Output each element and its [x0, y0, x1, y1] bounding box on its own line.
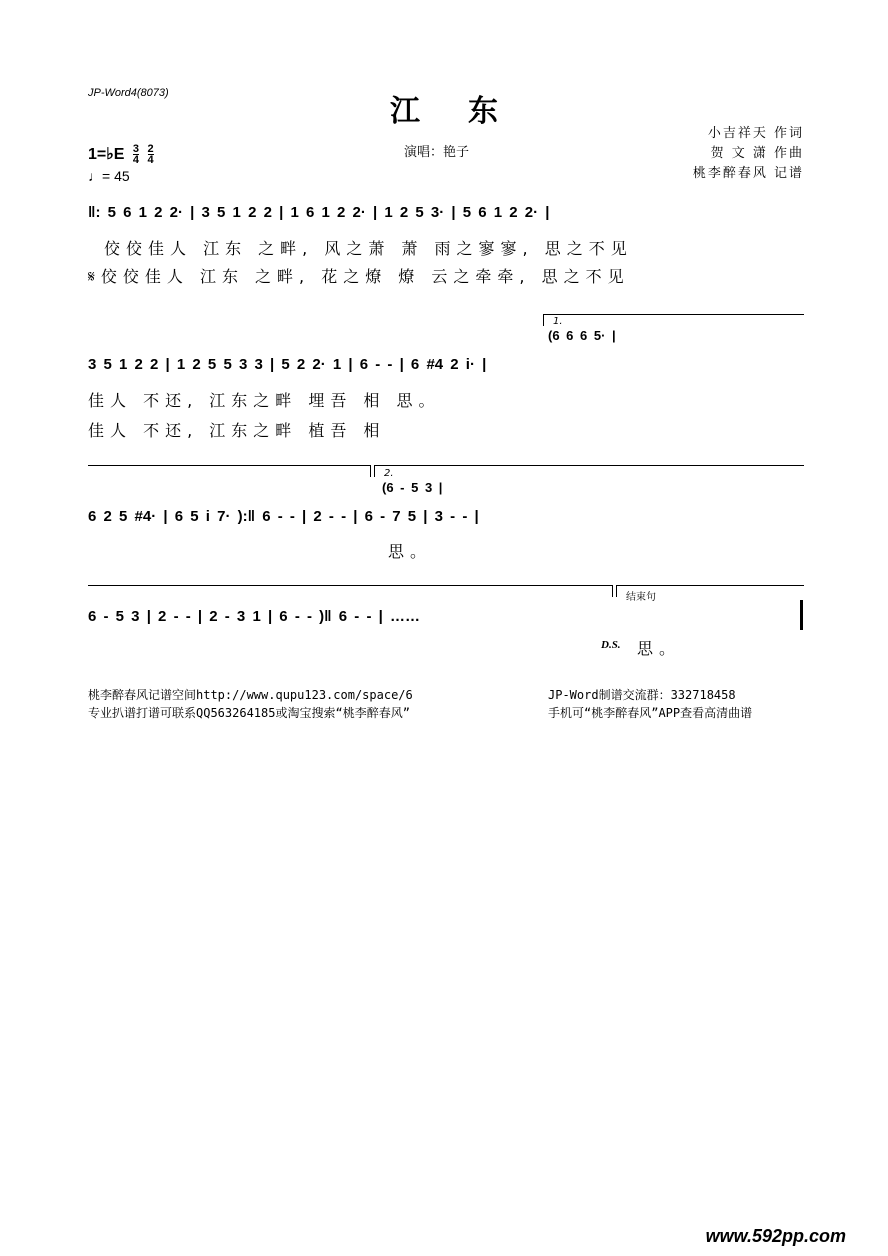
time-signature-2: $\frac{2}{4}$	[147, 143, 154, 167]
score-line-3: 6 2 5 #4· | 6 5 i 7· ):‖ 6 - - | 2 - - | 6 - 7 5 | 3 - - |	[88, 508, 479, 525]
coda-bracket-left-end	[612, 585, 613, 597]
coda-bracket-edge	[616, 585, 617, 597]
singer-credit: 演唱：艳子	[404, 145, 470, 160]
source-label: JP-Word4(8073)	[88, 87, 169, 99]
lyric-line-2-verse-1: 佳人 不还, 江东之畔 埋吾 相 思。	[88, 391, 441, 410]
dal-segno-mark: D.S.	[601, 639, 621, 651]
coda-bracket	[616, 585, 804, 586]
composer-credit: 贺 文 潇 作曲	[710, 146, 804, 161]
watermark-url: www.592pp.com	[705, 1226, 846, 1246]
final-barline	[800, 600, 803, 630]
key-signature	[88, 144, 154, 165]
volta-1-notes: (6 6 6 5· |	[548, 328, 616, 343]
volta-2-bracket	[374, 465, 804, 466]
lyric-line-1-verse-1: 佼佼佳人 江东 之畔, 风之萧 萧 雨之寥寥, 思之不见	[104, 239, 633, 258]
coda-bracket-left	[88, 585, 612, 586]
score-line-1: ‖: 5 6 1 2 2· | 3 5 1 2 2 | 1 6 1 2 2· | 1 2 5 3· | 5 6 1 2 2· |	[88, 204, 550, 221]
footer-left-2: 专业扒谱打谱可联系QQ563264185或淘宝搜索“桃李醉春风”	[88, 706, 410, 720]
lyricist-credit: 小吉祥天 作词	[707, 126, 804, 141]
volta-1-end	[370, 465, 371, 477]
volta-1-bracket	[543, 314, 804, 315]
lyric-line-1-verse-2: 𝄋佼佼佳人 江东 之畔, 花之燎 燎 云之牵牵, 思之不见	[88, 267, 630, 286]
coda-label: 结束句	[626, 592, 656, 603]
score-line-4: 6 - 5 3 | 2 - - | 2 - 3 1 | 6 - - )‖ 6 - - | ……	[88, 608, 420, 625]
volta-2-notes: (6 - 5 3 |	[382, 480, 443, 495]
key-label: 1=♭E	[88, 146, 125, 163]
lyric-line-4: 思。	[637, 639, 682, 658]
volta-1-bracket-edge	[543, 314, 544, 326]
footer-right-2: 手机可“桃李醉春风”APP查看高清曲谱	[548, 706, 753, 720]
transcriber-credit: 桃李醉春风 记谱	[692, 166, 804, 181]
volta-1-label: 1.	[553, 316, 563, 327]
score-line-2: 3 5 1 2 2 | 1 2 5 5 3 3 | 5 2 2· 1 | 6 - - | 6 #4 2 i· |	[88, 356, 487, 373]
tempo-marking: ♩= 45	[88, 168, 130, 184]
footer-right-1: JP-Word制谱交流群：332718458	[548, 688, 736, 702]
lyric-line-3: 思。	[388, 542, 433, 561]
volta-2-bracket-edge	[374, 465, 375, 477]
lyric-line-2-verse-2: 佳人 不还, 江东之畔 植吾 相	[88, 421, 386, 440]
page-title: 江东	[390, 94, 546, 129]
volta-1-continuation	[88, 465, 370, 466]
time-signature-1: $\frac{3}{4}$	[132, 143, 140, 167]
footer-left-1: 桃李醉春风记谱空间http://www.qupu123.com/space/6	[88, 688, 413, 702]
volta-2-label: 2.	[384, 468, 394, 479]
